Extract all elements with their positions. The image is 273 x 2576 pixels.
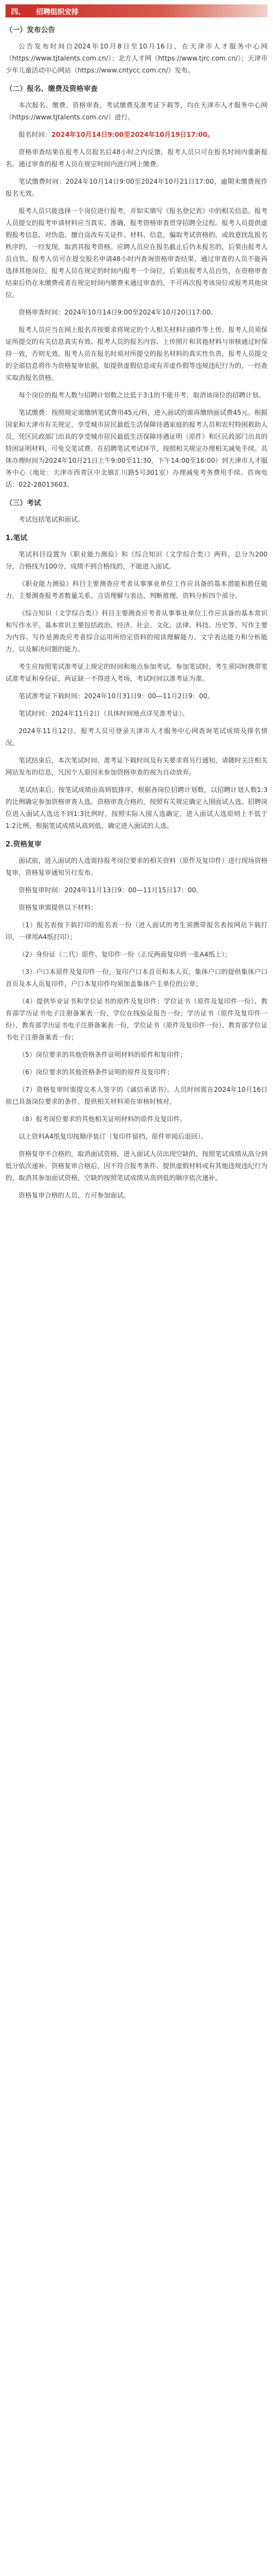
paragraph: 资格复审时间：2024年11月13日9：00—11月15日17：00。 — [19, 886, 203, 894]
paragraph: 笔试缴费：按照规定需缴纳笔试费用45元/科，进入面试的需再缴纳面试费45元。根据国家和天津市有关规定，享受城市居民最低生活保障待遇家庭的报考人员和农村特困救助人员，凭区民政部门出具的享受城市居民最低生活保障待遇证明（原件）和区民政部门出具的特困证明材料，可免交笔试费。在招聘笔试考试环节，按照相关规定办理相关减免手续。具体办理时间为2024年10月21日上午9:00至11:30，下午14:00至16:00）到天津市人才服务中心（地址：天津市西青区中北镇汇川路5号301室）办理减免考务费用手续。咨询电话：022-28013603。 — [5, 409, 268, 488]
paragraph: （8）报考岗位要求的其他相关证明材料的原件及复印件。 — [19, 1115, 187, 1123]
paragraph: 考生应按照笔试准考证上规定的时间和地点参加考试。参加笔试时，考生须同时携带笔试准考证和身份证，两证缺一不得进入考场，考试时间以准考证为准。 — [5, 663, 268, 682]
paragraph: 资格审查结果在报考人员报名后48小时之内反馈，报考人员只可在报名时间内重新报名。通过审查的报考人员在规定时间内进行网上缴费。 — [5, 148, 268, 168]
paragraph: 《综合知识（文学综合类）》科目主要测查应考者从事事业单位工作应具备的基本常识和写作水平。基本常识主要包括政治、经济、社会、文化、法律、科技、历史等，写作主要为内容。写作是测查应考者综合运用所给定资料的阅读理解能力、文字表达能力和分析能力，以及解决问题的能力。 — [5, 609, 268, 653]
paragraph: 2024年11月12日，报考人员可登录天津市人才服务中心网查询笔试成绩及排名情况。 — [5, 727, 268, 747]
paragraph: 资格复审不合格的，取消面试资格，进入面试人员出现空缺的，按照笔试成绩从高分到低分依次递补。资格复审合格后，因不符合报考条件、提供虚假材料或有其他违规违纪行为的，取消其参加面试资格，空缺的按照笔试成绩从高到低的顺序依次递补。 — [5, 1150, 268, 1182]
paragraph: 每个岗位的报考人数与招聘计划数之比低于3:1的不能开考，取消该岗位的招聘计划。 — [19, 391, 265, 399]
paragraph: 报考人员只能选择一个岗位进行报考，并如实填写《报名登记表》中的相关信息。报考人员提交的报考申请材料应当真实、准确，报考资格审查贯穿招聘全过程。报考人员提供虚假报考信息、对伪造、擅自涂改有关证件、材料、信息，骗取考试资格的，或故意扰乱报名秩序的，一经发现，取消其报考资格。应聘人员应在报名截止后仍未报名的，后果由报考人员自负。报考人员可在提交报名申请48小时内查询资格审查结果，通过审查的人员不能再选择其他岗位。报考人员在规定的时间内报考一个岗位，后果由报考人员自负，在资格审查结束后仍在未缴费或者在规定时间内缴费未通过审查的，不可再次报考该岗位或报考其他岗位。 — [5, 207, 268, 299]
paragraph: （6）岗位要求的其他资格条件证明的原件及复印件； — [19, 1068, 174, 1076]
document — [0, 0, 273, 1201]
highlighted-date: 2024年10月14日9:00至2024年10月19日17:00。 — [51, 131, 214, 138]
paragraph-text: 报名时间： — [19, 131, 52, 138]
paragraph: （5）岗位要求的其他资格条件证明材料的原件和复印件； — [19, 1051, 187, 1059]
paragraph: （1）报名表按下载打印的报名表一份（进入面试的考生须携带报名表按网站下载打印，一律用A4纸打印）； — [5, 921, 268, 941]
paragraph: （4）提供毕业证书和学位证书的原件及复印件；学位证书（原件及复印件一份）、教育部学历证书电子注册备案表一份，学位在线验证报告一份；学历证书（原件及复印件一份）、教育部学历证书电子注册备案表一份，学位证书（原件及复印件一份）、教育部学位证书电子注册备案表一份； — [5, 997, 268, 1041]
paragraph: （3）户口本原件及复印件一份，复印户口本首页和本人页，集体户口的提供集体户口首页及本人页复印件，户口本复印件均须加盖集体户主单位的公章； — [5, 968, 268, 988]
paragraph: 本次报名、缴费、资格审查、考试缴费及准考证下载等，均在天津市人才服务中心网（https://www.tjtalents.com.cn/）进行。 — [5, 101, 268, 121]
section-number: 四、 — [5, 4, 31, 17]
paragraph: （2）身份证（二代）原件、复印件一份（正反两面复印到一张A4纸上）； — [19, 951, 232, 958]
paragraph: 资格审查时间：2024年10月14日9:00至2024年10月20日17:00。 — [19, 309, 217, 316]
section-subheading: （二）报名、缴费及资格审查 — [5, 85, 98, 93]
section-subheading: （三）考试 — [5, 499, 41, 507]
section-subheading: 2.资格复审 — [5, 840, 41, 849]
section-header — [5, 4, 268, 17]
paragraph: 笔试准考证下载时间：2024年10月31日9：00—11月2日9：00。 — [19, 692, 214, 700]
paragraph: 报考人员应当在网上报名并按要求将规定的个人相关材料扫描件等上传。报考人员须保证所提交的有关信息真实有效、报考人员的报名内容、上传照片和其他材料与审核通过时保持一致，否则无效。报考人员在报名时须对所提交的报名材料的真实性负责，报考人员提交的全部信息将作为资格复审依据，如提供虚假信息或有弄虚作假等违规违纪行为的，一经查实取消报名资格。 — [5, 326, 268, 382]
paragraph: 资格复审合格的人员，方可参加面试。 — [19, 1192, 130, 1199]
paragraph: 笔试时间：2024年11月2日（具体时间地点详见准考证）。 — [19, 710, 189, 717]
section-subheading: （一）发布公告 — [5, 26, 56, 34]
paragraph: 笔试结束后，本次笔试时间、准考证下载时间及有关要求将另行通知，请随时关注相关网站发布的信息，凡因个人原因未参加资格审查的视为自动放弃。 — [5, 757, 268, 776]
paragraph: 笔试缴费时间：2024年10月14日9:00至2024年10月21日17:00，逾期未缴费视作报名无效。 — [5, 178, 268, 197]
paragraph: 笔试科目设置为《职业能力测验》和《综合知识（文学综合类）》两科，总分为200分，合格线为100分，成绩不到合格线的，不能进入面试。 — [5, 551, 268, 570]
paragraph: 资格复审需提供以下材料： — [19, 904, 98, 911]
document-body — [5, 25, 268, 1201]
paragraph: 公告发布时间自2024年10月8日至10月16日，在天津市人才服务中心网（https://www.tjtalents.com.cn/）；北方人才网（https://www.tjrc.com.cn/）；天津市少年儿童活动中心网站（https://www.cntycc.com.cn/）发布。 — [5, 43, 268, 74]
section-subheading: 1.笔试 — [5, 534, 27, 542]
paragraph: 《职业能力测验》科目主要测查应考者从事事业单位工作应具备的基本潜能和胜任能力，主要测查报考者数量关系、言语理解与表达、判断推理、资料分析四个部分。 — [5, 580, 268, 600]
paragraph: 以上资料A4纸复印按顺序装订（复印件留档，原件审阅后退回）。 — [19, 1133, 207, 1140]
paragraph — [5, 129, 268, 141]
paragraph: （7）资格复审时需提交本人签字的《诚信承诺书》。人员时间需在2024年10月16日前已具备岗位要求的条件，提供相关材料须在审核时核对。 — [5, 1086, 268, 1105]
paragraph: 面试前，进入面试的人选需持报考岗位要求的相关资料（原件及复印件）进行现场资格复审，资格复审通知另行发布。 — [5, 857, 268, 876]
section-title: 招聘组织安排 — [31, 4, 268, 17]
paragraph: 考试包括笔试和面试。 — [19, 516, 85, 523]
paragraph: 笔试结束后，按笔试成绩由高到低排序，根据各岗位招聘计划数，以招聘计划人数1:3的比例确定参加资格审查人选。资格审查合格的，按照有关规定确定入围面试人选。招聘岗位进入面试人选达不到1:3比例时，按照实际入围人选确定，进入面试人选原则上不低于1:2比例，根据笔试成绩从高到低，确定进入面试的人选。 — [5, 786, 268, 830]
